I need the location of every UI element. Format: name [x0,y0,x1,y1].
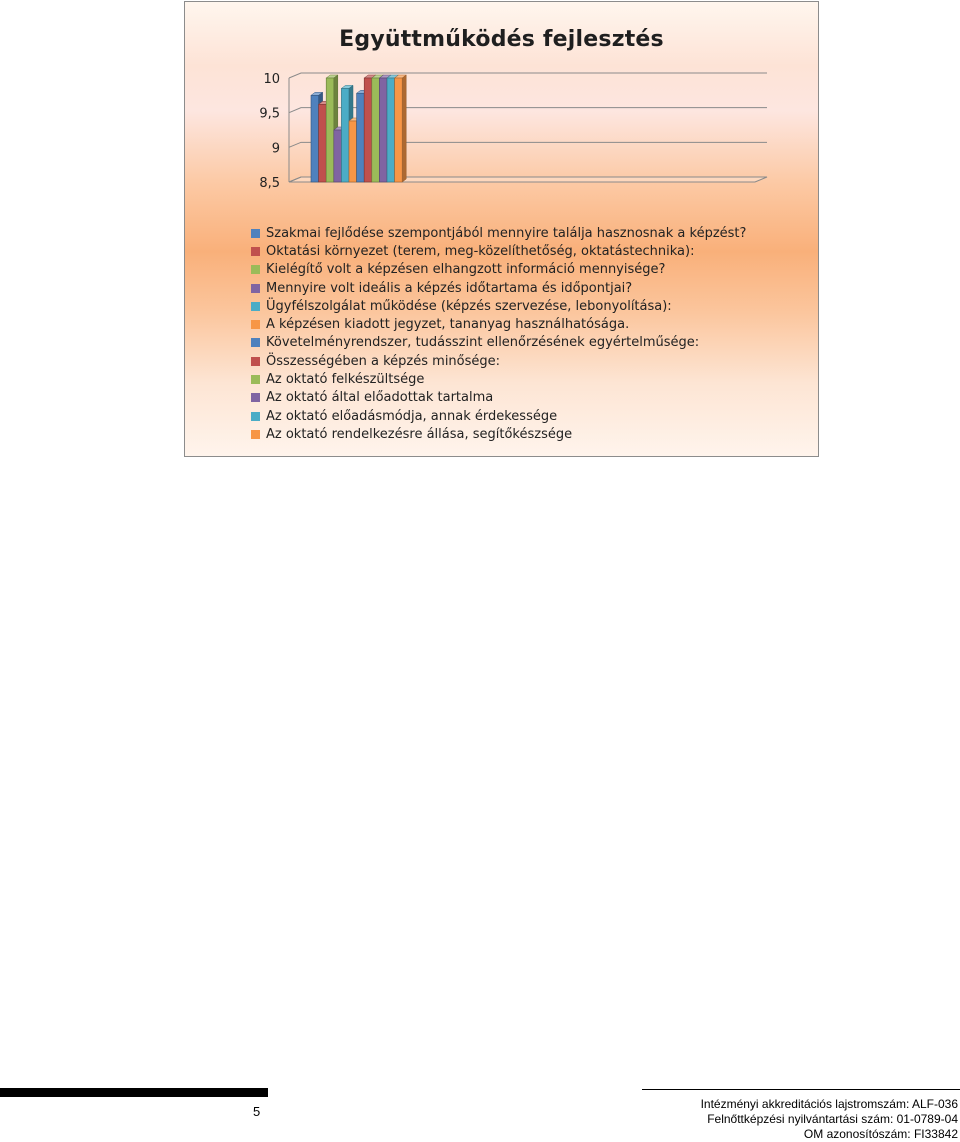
legend-swatch [251,393,260,402]
chart-container [184,1,819,457]
legend-label: Ügyfélszolgálat működése (képzés szervezése, lebonyolítása): [266,298,672,314]
legend-label: Az oktató előadásmódja, annak érdekessége [266,408,558,424]
y-tick-label: 9,5 [259,106,280,122]
y-tick-label: 10 [263,72,280,87]
bar [379,78,387,182]
legend-swatch [251,265,260,274]
legend-swatch [251,247,260,256]
bar [387,78,395,182]
footer-om-id: OM azonosítószám: FI33842 [803,1127,958,1141]
legend-item [251,297,746,315]
bar [357,93,365,182]
bar [319,104,327,182]
legend-item [251,407,746,425]
bar [364,78,372,182]
page-number: 5 [253,1104,261,1119]
chart-title: Együttműködés fejlesztés [339,27,664,52]
bar [326,78,334,182]
legend-item [251,389,746,407]
legend-label: Az oktató felkészültsége [266,372,425,388]
legend-item [251,425,746,443]
bar [395,78,403,182]
y-tick-label: 8,5 [259,176,280,191]
legend-swatch [251,320,260,329]
bar [372,78,380,182]
gridline [289,73,767,78]
legend-label: A képzésen kiadott jegyzet, tananyag használhatósága. [266,317,630,333]
footer-bar [0,1088,268,1097]
bar-side [402,75,406,182]
legend-swatch [251,430,260,439]
footer-registration: Felnőttképzési nyilvántartási szám: 01-0789-04 [707,1112,958,1126]
legend-item [251,279,746,297]
bar [311,95,319,182]
legend-item [251,334,746,352]
legend-swatch [251,284,260,293]
legend-label: Az oktató által előadottak tartalma [266,390,494,406]
legend-item [251,352,746,370]
bar [349,121,357,182]
legend-label: Oktatási környezet (terem, meg-közelíthetőség, oktatástechnika): [266,243,695,259]
legend-swatch [251,338,260,347]
chart-legend [251,224,746,444]
legend-label: Az oktató rendelkezésre állása, segítőkészsége [266,426,573,442]
legend-label: Mennyire volt ideális a képzés időtartama és időpontjai? [266,280,633,296]
legend-label: Szakmai fejlődése szempontjából mennyire találja hasznosnak a képzést? [266,225,747,241]
chart-plot [185,2,818,217]
footer-accreditation: Intézményi akkreditációs lajstromszám: ALF-036 [700,1097,958,1111]
legend-swatch [251,229,260,238]
footer-rule [642,1089,960,1090]
footer-info [701,1097,958,1142]
legend-swatch [251,375,260,384]
legend-swatch [251,357,260,366]
bar [341,88,349,182]
legend-swatch [251,412,260,421]
legend-item [251,242,746,260]
legend-label: Követelményrendszer, tudásszint ellenőrzésének egyértelműsége: [266,335,700,351]
legend-item [251,315,746,333]
legend-label: Kielégítő volt a képzésen elhangzott információ mennyisége? [266,262,666,278]
y-tick-label: 9 [271,141,280,157]
legend-item [251,370,746,388]
bar [334,130,342,182]
legend-item [251,224,746,242]
legend-swatch [251,302,260,311]
legend-item [251,261,746,279]
legend-label: Összességében a képzés minősége: [266,353,501,369]
